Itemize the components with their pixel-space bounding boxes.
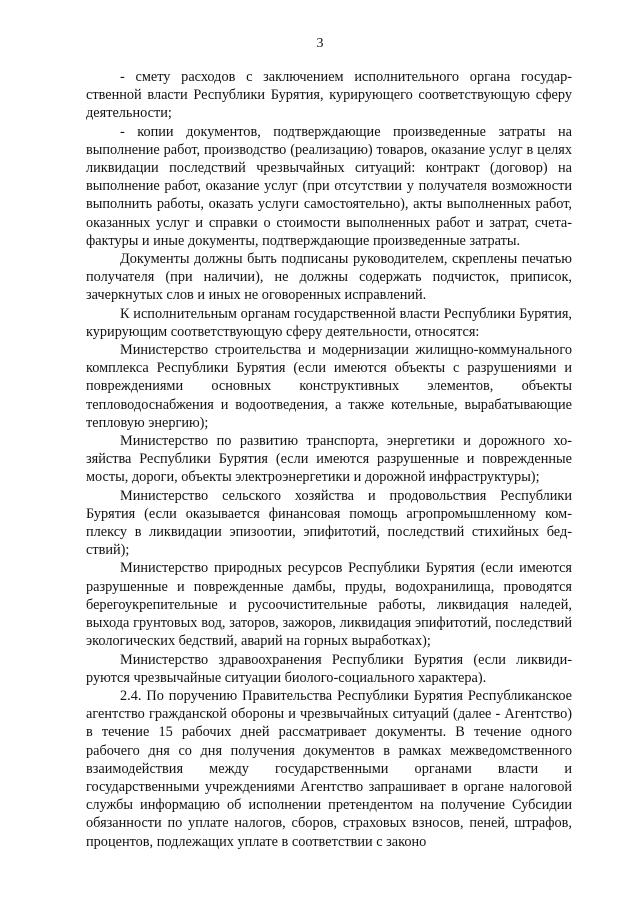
paragraph-ministry-construction: Министерство строительства и модернизации жилищно-коммунального комплекса Республики Бурятия (если имеются объекты с разрушениями и повреждениями основных конструктивных элементов, объекты тепловодоснабжения и водоотведения, а также котельные, вырабатывающие тепловую энергию); xyxy=(86,342,572,431)
paragraph-expense-estimate: - смету расходов с заключением исполнительного органа государственной власти Республики Бурятия, курирующего соответствующую сферу деятельности; xyxy=(86,69,572,122)
document-body xyxy=(86,68,572,851)
paragraph-ministry-transport: Министерство по развитию транспорта, энергетики и дорожного хозяйства Республики Бурятия (если имеются разрушенные и поврежденные мосты, дороги, объекты электроэнергетики и дорожной инфраструктуры); xyxy=(86,433,572,486)
paragraph-ministry-agriculture: Министерство сельского хозяйства и продовольствия Республики Бурятия (если оказывается финансовая помощь агропромышленному комплексу в ликвидации эпизоотии, эпифитотий, последствий стихийных бедствий); xyxy=(86,487,572,559)
paragraph-ministry-natural-resources: Министерство природных ресурсов Республики Бурятия (если имеются разрушенные и поврежденные дамбы, пруды, водохранилища, проводятся берегоукрепительные и русоочистительные работы, ликвидация наледей, выхода грунтовых вод, заторов, зажоров, ликвидация эпифитотий, последствий экологических бедствий, аварий на горных выработках); xyxy=(86,560,572,650)
paragraph-section-2-4: 2.4. По поручению Правительства Республики Бурятия Республиканское агентство гражданской обороны и чрезвычайных ситуаций (далее - Агентство) в течение 15 рабочих дней рассматривает документы. В течение одного рабочего дня со дня получения документов в рамках межведомственного взаимодействия между государственными органами власти и государственными учреждениями Агентство запрашивает в органе налоговой службы информацию об исполнении претендентом на получение Субсидии обязанности по уплате налогов, сборов, страховых взносов, пеней, штрафов, процентов, подлежащих уплате в соответствии с законо xyxy=(86,687,572,850)
paragraph-document-copies: - копии документов, подтверждающие произведенные затраты на выполнение работ, производство (реализацию) товаров, оказание услуг в целях ликвидации последствий чрезвычайных ситуаций: контракт (договор) на выполнение работ, оказание услуг (при отсутствии у получателя возможности выполнить работы, оказать услуги самостоятельно), акты выполненных работ, оказанных услуг и справки о стоимости выполненных работ и затрат, счета-фактуры и иные документы, подтверждающие произведенные затраты. xyxy=(86,123,572,249)
paragraph-executive-bodies-intro: К исполнительным органам государственной власти Республики Бурятия, курирующим соответствующую сферу деятельности, относятся: xyxy=(86,305,572,340)
paragraph-signature-requirements: Документы должны быть подписаны руководителем, скреплены печатью получателя (при наличии), не должны содержать подчисток, приписок, зачеркнутых слов и иных не оговоренных исправлений. xyxy=(86,251,572,304)
paragraph-ministry-health: Министерство здравоохранения Республики Бурятия (если ликвидируются чрезвычайные ситуации биолого-социального характера). xyxy=(86,651,572,686)
page-number: 3 xyxy=(316,36,324,51)
